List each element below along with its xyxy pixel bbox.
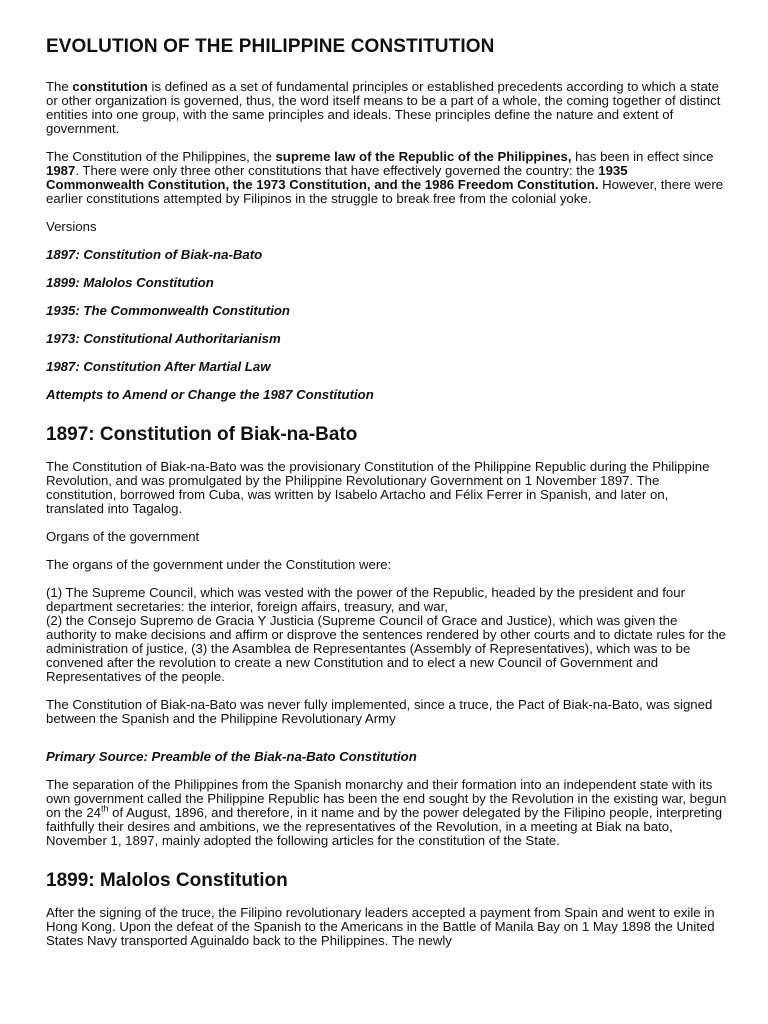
organs-intro: The organs of the government under the Constitution were: bbox=[46, 557, 392, 572]
bold-constitutions-list: 1935 Commonwealth Constitution, the 1973 Constitution, and the 1986 Freedom Constitution. bbox=[46, 163, 628, 192]
text-run: is defined as a set of fundamental principles or established precedents according to which a state or other organization is governed, thus, the word itself means to be a part of a whole, the coming together of distinct entities into one group, with the same principles and ideals. These principles define the nature and extent of government. bbox=[46, 79, 721, 136]
biak-na-bato-paragraph: The Constitution of Biak-na-Bato was the provisionary Constitution of the Philippine Republic during the Philippine Revolution, and was promulgated by the Philippine Revolutionary Government on 1 November 1897. The constitution, borrowed from Cuba, was written by Isabelo Artacho and Félix Ferrer in Spanish, and later on, translated into Tagalog. bbox=[46, 459, 710, 516]
truce-paragraph: The Constitution of Biak-na-Bato was never fully implemented, since a truce, the Pact of Biak-na-Bato, was signed between the Spanish and the Philippine Revolutionary Army bbox=[46, 697, 713, 726]
superscript: th bbox=[101, 803, 109, 814]
intro-paragraph-2 bbox=[46, 150, 728, 206]
version-item: Attempts to Amend or Change the 1987 Constitution bbox=[46, 387, 374, 402]
text-run: The separation of the Philippines from the Spanish monarchy and their formation into an independent state with its own government called the Philippine Republic has been the end sought by the Revolution in the existing war, begun on the 24 bbox=[46, 777, 727, 820]
versions-label: Versions bbox=[46, 219, 97, 234]
bold-supreme-law: supreme law of the Republic of the Philippines, bbox=[275, 149, 572, 164]
organs-item-2-3: (2) the Consejo Supremo de Gracia Y Justicia (Supreme Council of Grace and Justice), which was given the authority to make decisions and affirm or disprove the sentences rendered by other courts and to dictate rules for the administration of justice, (3) the Asamblea de Representantes (Assembly of Representatives), which was to be convened after the revolution to create a new Constitution and to elect a new Council of Government and Representatives of the people. bbox=[46, 613, 727, 684]
text-run: of August, 1896, and therefore, in it name and by the power delegated by the Filipino people, interpreting faithfully their desires and ambitions, we the representatives of the Revolution, in a meeting at Biak na bato, November 1, 1897, mainly adopted the following articles for the constitution of the State. bbox=[46, 805, 723, 848]
organs-label: Organs of the government bbox=[46, 529, 200, 544]
intro-paragraph-1 bbox=[46, 80, 728, 136]
bold-year: 1987 bbox=[46, 163, 76, 178]
version-item: 1973: Constitutional Authoritarianism bbox=[46, 331, 281, 346]
version-item: 1987: Constitution After Martial Law bbox=[46, 359, 271, 374]
version-item: 1897: Constitution of Biak-na-Bato bbox=[46, 247, 263, 262]
text-run: The Constitution of the Philippines, the bbox=[46, 149, 276, 164]
text-run: The bbox=[46, 79, 73, 94]
section-heading-1899: 1899: Malolos Constitution bbox=[46, 870, 288, 891]
text-run: . There were only three other constitutions that have effectively governed the country: the bbox=[75, 163, 599, 178]
primary-source-heading: Primary Source: Preamble of the Biak-na-Bato Constitution bbox=[46, 749, 417, 764]
text-run: has been in effect since bbox=[571, 149, 714, 164]
preamble-paragraph bbox=[46, 778, 728, 848]
malolos-paragraph: After the signing of the truce, the Filipino revolutionary leaders accepted a payment from Spain and went to exile in Hong Kong. Upon the defeat of the Spanish to the Americans in the Battle of Manila Bay on 1 May 1898 the United States Navy transported Aguinaldo back to the Philippines. The newly bbox=[46, 905, 715, 948]
section-heading-1897: 1897: Constitution of Biak-na-Bato bbox=[46, 424, 358, 445]
document-title: EVOLUTION OF THE PHILIPPINE CONSTITUTION bbox=[46, 36, 495, 57]
text-run: However, there were earlier constitutions attempted by Filipinos in the struggle to break free from the colonial yoke. bbox=[46, 177, 724, 206]
bold-term-constitution: constitution bbox=[72, 79, 148, 94]
organs-item-1: (1) The Supreme Council, which was vested with the power of the Republic, headed by the president and four department secretaries: the interior, foreign affairs, treasury, and war, bbox=[46, 585, 685, 614]
version-item: 1899: Malolos Constitution bbox=[46, 275, 214, 290]
version-item: 1935: The Commonwealth Constitution bbox=[46, 303, 290, 318]
